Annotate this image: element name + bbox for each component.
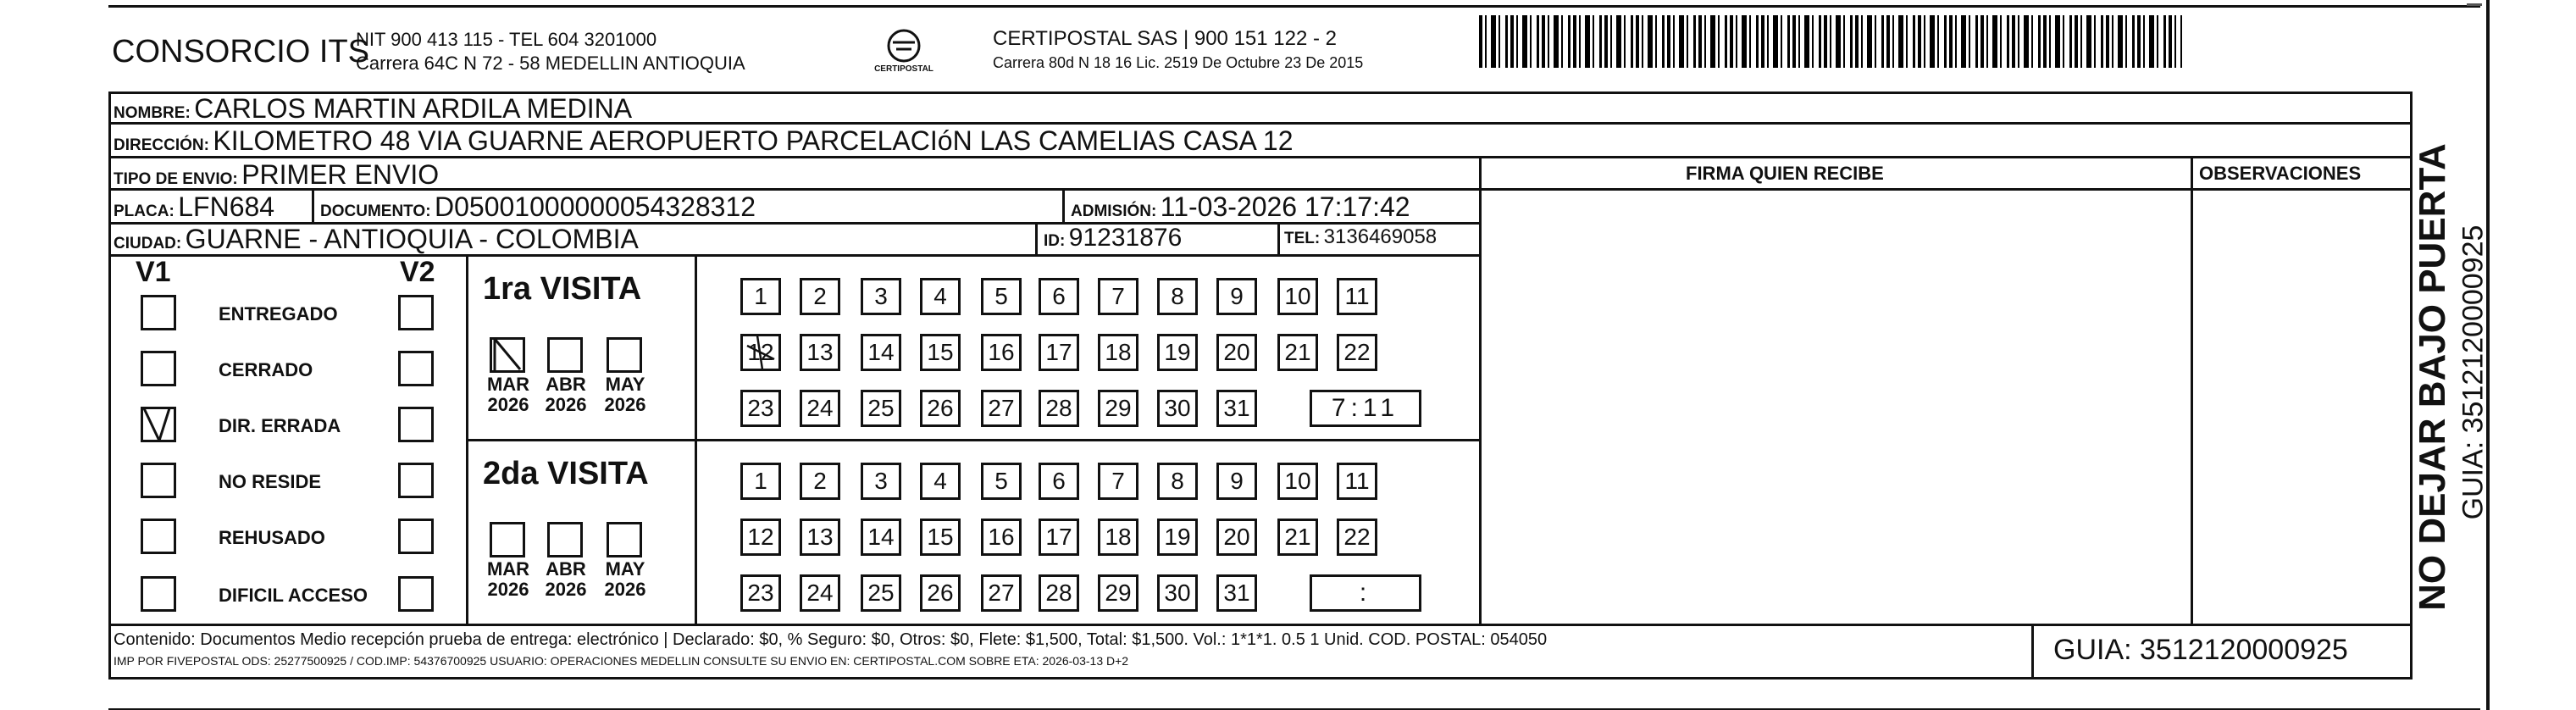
visit1-day-13[interactable]: 13 xyxy=(800,334,840,371)
col-line-admision xyxy=(1062,188,1065,222)
visit2-day-28[interactable]: 28 xyxy=(1039,574,1079,612)
admision-value: 11-03-2026 17:17:42 xyxy=(1160,191,1410,222)
visit2-day-23[interactable]: 23 xyxy=(740,574,781,612)
visit1-day-12[interactable]: 12 xyxy=(740,334,781,371)
right-edge-stub xyxy=(2467,3,2482,6)
status-option-label: ENTREGADO xyxy=(219,303,338,324)
month-label: ABR xyxy=(546,558,586,580)
visit1-day-9[interactable]: 9 xyxy=(1216,278,1257,315)
status-option-label: CERRADO xyxy=(219,359,313,380)
id-label: ID: xyxy=(1044,232,1066,250)
month-year: 2026 xyxy=(487,579,529,600)
barcode xyxy=(1479,15,2182,68)
v2-checkbox-5[interactable] xyxy=(398,519,434,554)
v2-checkbox-4[interactable] xyxy=(398,463,434,498)
visit2-day-4[interactable]: 4 xyxy=(920,463,961,500)
carrier-line1: CERTIPOSTAL SAS | 900 151 122 - 2 xyxy=(993,27,1337,50)
visit1-day-2[interactable]: 2 xyxy=(800,278,840,315)
visit2-day-15[interactable]: 15 xyxy=(920,519,961,556)
direccion-value: KILOMETRO 48 VIA GUARNE AEROPUERTO PARCELACIóN LAS CAMELIAS CASA 12 xyxy=(213,125,1294,156)
admision-label: ADMISIÓN: xyxy=(1071,202,1157,220)
visit2-day-25[interactable]: 25 xyxy=(861,574,901,612)
visit1-day-10[interactable]: 10 xyxy=(1277,278,1318,315)
v1-checkbox-4[interactable] xyxy=(141,463,176,498)
visit2-day-21[interactable]: 21 xyxy=(1277,519,1318,556)
form-frame xyxy=(108,92,2413,679)
visit-title-1: 1ra VISITA xyxy=(483,271,642,307)
visit2-day-17[interactable]: 17 xyxy=(1039,519,1079,556)
visit1-month-checkbox-may[interactable] xyxy=(607,337,642,373)
col-line-status xyxy=(466,254,468,624)
company-line1: NIT 900 413 115 - TEL 604 3201000 xyxy=(356,29,657,50)
id-value: 91231876 xyxy=(1068,224,1183,252)
col-line-guia xyxy=(2031,624,2034,679)
visit2-day-29[interactable]: 29 xyxy=(1098,574,1138,612)
visit1-day-16[interactable]: 16 xyxy=(981,334,1022,371)
col-line-placa xyxy=(312,188,314,222)
direccion-row xyxy=(114,125,1294,157)
certipostal-logo xyxy=(867,24,940,78)
month-year: 2026 xyxy=(604,394,646,415)
visit1-day-3[interactable]: 3 xyxy=(861,278,901,315)
visit2-day-6[interactable]: 6 xyxy=(1039,463,1079,500)
footer-line2: IMP POR FIVEPOSTAL ODS: 25277500925 / COD.IMP: 54376700925 USUARIO: OPERACIONES MEDELLIN CONSULTE SU ENVIO EN: CERTIPOSTAL.COM SOBRE ETA: 2026-03-13 D+2 xyxy=(114,654,1129,668)
visit1-day-7[interactable]: 7 xyxy=(1098,278,1138,315)
ciudad-row xyxy=(114,224,639,255)
col-line-firma xyxy=(1479,156,1482,624)
visit2-day-19[interactable]: 19 xyxy=(1157,519,1198,556)
visit1-day-27[interactable]: 27 xyxy=(981,390,1022,427)
visit1-month-checkbox-abr[interactable] xyxy=(547,337,583,373)
side-warning: NO DEJAR BAJO PUERTA xyxy=(2412,143,2453,611)
month-label: MAR xyxy=(486,374,530,395)
visit1-day-30[interactable]: 30 xyxy=(1157,390,1198,427)
visit1-day-15[interactable]: 15 xyxy=(920,334,961,371)
v2-checkbox-2[interactable] xyxy=(398,351,434,386)
status-option-label: DIR. ERRADA xyxy=(219,415,341,436)
month-label: MAR xyxy=(486,558,530,580)
status-option-label: REHUSADO xyxy=(219,527,325,548)
status-option-label: NO RESIDE xyxy=(219,471,322,492)
visit2-day-27[interactable]: 27 xyxy=(981,574,1022,612)
visit1-day-11[interactable]: 11 xyxy=(1337,278,1377,315)
visit-divider xyxy=(466,439,1481,441)
visit2-month-checkbox-abr[interactable] xyxy=(547,522,583,557)
carrier-line2: Carrera 80d N 18 16 Lic. 2519 De Octubre 23 De 2015 xyxy=(993,54,1364,71)
footer-guia: GUIA: 3512120000925 xyxy=(2053,634,2348,666)
visit1-day-22[interactable]: 22 xyxy=(1337,334,1377,371)
tel-row xyxy=(1284,225,1437,249)
day-mark xyxy=(740,334,781,371)
visit2-day-11[interactable]: 11 xyxy=(1337,463,1377,500)
col-line-visits xyxy=(695,254,697,624)
visit2-day-10[interactable]: 10 xyxy=(1277,463,1318,500)
v2-checkbox-3[interactable] xyxy=(398,407,434,442)
visit1-day-17[interactable]: 17 xyxy=(1039,334,1079,371)
visit2-day-7[interactable]: 7 xyxy=(1098,463,1138,500)
col-line-tel xyxy=(1277,222,1280,254)
visit-title-2: 2da VISITA xyxy=(483,456,649,491)
v1-checkbox-5[interactable] xyxy=(141,519,176,554)
visit2-day-13[interactable]: 13 xyxy=(800,519,840,556)
month-label: MAY xyxy=(605,374,645,395)
nombre-value: CARLOS MARTIN ARDILA MEDINA xyxy=(194,93,633,124)
v1-checkbox-3[interactable] xyxy=(141,407,176,442)
visit2-day-20[interactable]: 20 xyxy=(1216,519,1257,556)
admision-row xyxy=(1071,191,1410,223)
tel-value: 3136469058 xyxy=(1323,225,1438,248)
month-label: ABR xyxy=(546,374,586,395)
visit2-month-checkbox-may[interactable] xyxy=(607,522,642,557)
visit2-day-2[interactable]: 2 xyxy=(800,463,840,500)
visit2-month-checkbox-mar[interactable] xyxy=(490,522,525,557)
id-row xyxy=(1044,224,1182,252)
visit1-day-18[interactable]: 18 xyxy=(1098,334,1138,371)
visit1-day-20[interactable]: 20 xyxy=(1216,334,1257,371)
nombre-row xyxy=(114,93,632,125)
visit1-day-14[interactable]: 14 xyxy=(861,334,901,371)
visit2-day-12[interactable]: 12 xyxy=(740,519,781,556)
visit1-day-5[interactable]: 5 xyxy=(981,278,1022,315)
col-line-id xyxy=(1035,222,1038,254)
row-line-3 xyxy=(108,188,2413,191)
v1-checkbox-1[interactable] xyxy=(141,295,176,330)
visit1-day-26[interactable]: 26 xyxy=(920,390,961,427)
documento-value: D05001000000054328312 xyxy=(435,191,756,222)
documento-row xyxy=(320,191,756,223)
placa-value: LFN684 xyxy=(178,191,275,222)
ciudad-value: GUARNE - ANTIOQUIA - COLOMBIA xyxy=(185,224,639,254)
visit1-time-box[interactable]: 7:11 xyxy=(1310,390,1421,427)
company-line2: Carrera 64C N 72 - 58 MEDELLIN ANTIOQUIA xyxy=(356,53,745,74)
visit2-day-5[interactable]: 5 xyxy=(981,463,1022,500)
visit2-day-24[interactable]: 24 xyxy=(800,574,840,612)
direccion-label: DIRECCIÓN: xyxy=(114,136,209,154)
top-border xyxy=(108,5,2480,8)
visit1-day-24[interactable]: 24 xyxy=(800,390,840,427)
visit2-time-box[interactable]: : xyxy=(1310,574,1421,612)
visit2-day-16[interactable]: 16 xyxy=(981,519,1022,556)
visit1-day-23[interactable]: 23 xyxy=(740,390,781,427)
firma-header: FIRMA QUIEN RECIBE xyxy=(1686,163,1884,184)
visit2-day-3[interactable]: 3 xyxy=(861,463,901,500)
placa-row xyxy=(114,191,274,223)
v1-checkbox-2[interactable] xyxy=(141,351,176,386)
month-year: 2026 xyxy=(545,394,587,415)
visit2-day-9[interactable]: 9 xyxy=(1216,463,1257,500)
visit1-day-25[interactable]: 25 xyxy=(861,390,901,427)
visit1-day-28[interactable]: 28 xyxy=(1039,390,1079,427)
ciudad-label: CIUDAD: xyxy=(114,235,182,252)
visit2-day-31[interactable]: 31 xyxy=(1216,574,1257,612)
side-guia: GUIA: 3512120000925 xyxy=(2457,225,2490,520)
placa-label: PLACA: xyxy=(114,202,175,220)
visit2-day-26[interactable]: 26 xyxy=(920,574,961,612)
month-year: 2026 xyxy=(545,579,587,600)
visit1-day-6[interactable]: 6 xyxy=(1039,278,1079,315)
footer-line xyxy=(108,624,2413,626)
documento-label: DOCUMENTO: xyxy=(320,202,431,220)
v2-header: V2 xyxy=(400,256,435,288)
visit1-day-31[interactable]: 31 xyxy=(1216,390,1257,427)
visit1-day-8[interactable]: 8 xyxy=(1157,278,1198,315)
v2-checkbox-6[interactable] xyxy=(398,576,434,612)
visit2-day-14[interactable]: 14 xyxy=(861,519,901,556)
visit1-day-21[interactable]: 21 xyxy=(1277,334,1318,371)
visit1-day-29[interactable]: 29 xyxy=(1098,390,1138,427)
visit2-day-8[interactable]: 8 xyxy=(1157,463,1198,500)
visit1-day-19[interactable]: 19 xyxy=(1157,334,1198,371)
v1-header: V1 xyxy=(136,256,171,288)
visit1-day-4[interactable]: 4 xyxy=(920,278,961,315)
visit1-day-1[interactable]: 1 xyxy=(740,278,781,315)
month-year: 2026 xyxy=(487,394,529,415)
month-label: MAY xyxy=(605,558,645,580)
visit2-day-30[interactable]: 30 xyxy=(1157,574,1198,612)
v2-checkbox-1[interactable] xyxy=(398,295,434,330)
col-line-obs xyxy=(2191,156,2193,624)
footer-line1: Contenido: Documentos Medio recepción prueba de entrega: electrónico | Declarado: $0, % Seguro: $0, Otros: $0, Flete: $1,500, Total: $1,500. Vol.: 1*1*1. 0.5 1 Unid. COD. POSTAL: 054050 xyxy=(114,630,1548,649)
tel-label: TEL: xyxy=(1284,230,1321,247)
logo-text: CERTIPOSTAL xyxy=(874,64,933,74)
visit2-day-22[interactable]: 22 xyxy=(1337,519,1377,556)
observaciones-header: OBSERVACIONES xyxy=(2199,163,2362,184)
v1-checkbox-6[interactable] xyxy=(141,576,176,612)
status-option-label: DIFICIL ACCESO xyxy=(219,585,368,606)
tipo-envio-label: TIPO DE ENVIO: xyxy=(114,170,238,188)
tipo-envio-row xyxy=(114,159,439,191)
tipo-envio-value: PRIMER ENVIO xyxy=(241,159,440,190)
visit2-day-1[interactable]: 1 xyxy=(740,463,781,500)
month-year: 2026 xyxy=(604,579,646,600)
company-name: CONSORCIO ITS xyxy=(112,34,370,69)
visit2-day-18[interactable]: 18 xyxy=(1098,519,1138,556)
nombre-label: NOMBRE: xyxy=(114,104,191,122)
visit1-month-checkbox-mar[interactable] xyxy=(490,337,525,373)
